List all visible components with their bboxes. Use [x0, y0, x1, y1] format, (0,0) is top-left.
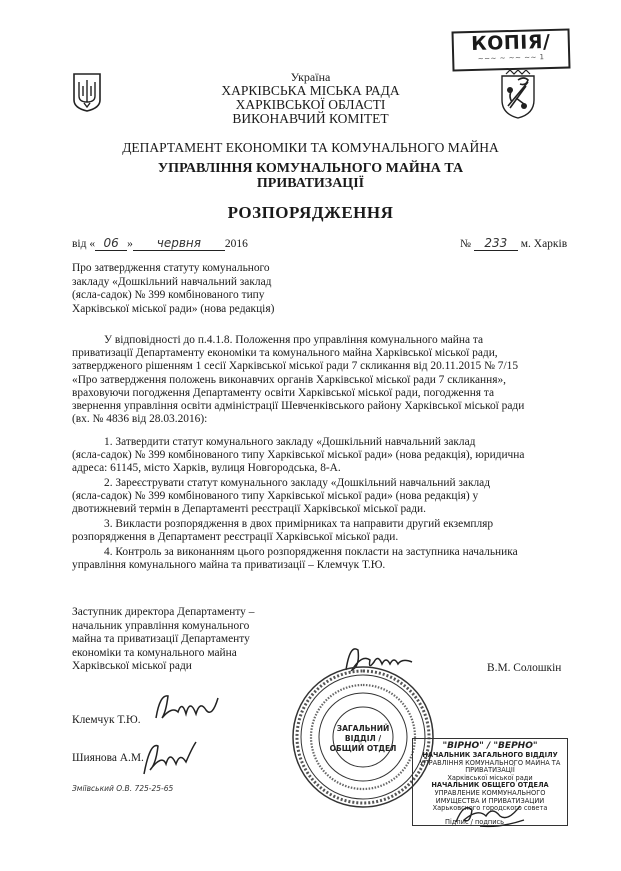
seal-center-line1: ЗАГАЛЬНИЙ — [336, 724, 390, 733]
preamble-line: «Про затвердження положень виконавчих органів Харківської міської ради 7 скликання», — [72, 373, 506, 386]
date-prefix: від « — [72, 238, 96, 250]
header-directorate — [100, 161, 521, 191]
preamble-line: затвердженого рішенням 1 сесії Харківської міської ради 7 скликання від 20.11.2015 № 7/15 — [72, 360, 519, 373]
kharkiv-city-emblem — [498, 70, 538, 120]
seal-center-line3: ОБЩИЙ ОТДЕЛ — [329, 744, 397, 753]
approval-second-signature — [140, 734, 200, 780]
item-4 — [72, 546, 575, 572]
item-line: (ясла-садок) № 399 комбінованого типу Харківської міської ради» (нова редакція), юридична — [72, 449, 525, 462]
date-mid: » — [127, 238, 133, 250]
ukraine-trident-emblem — [72, 72, 102, 112]
verified-stamp-line: Харьковского городского совета — [432, 804, 548, 813]
subject-line: (ясла-садок) № 399 комбінованого типу — [72, 289, 265, 302]
preamble-line: У відповідності до п.4.1.8. Положення про управління комунального майна та — [104, 334, 484, 346]
copy-stamp-text: КОПІЯ/ — [470, 30, 551, 56]
item-line: (ясла-садок) № 399 комбінованого типу Харківської міської ради» (нова редакція) у — [72, 490, 479, 503]
doc-number: 233 — [474, 236, 518, 251]
signatory-name: В.М. Солошкін — [487, 662, 562, 674]
item-line: 1. Затвердити статут комунального закладу «Дошкільний навчальний заклад — [104, 436, 476, 448]
header-department: ДЕПАРТАМЕНТ ЕКОНОМІКИ ТА КОМУНАЛЬНОГО МАЙНА — [122, 140, 499, 155]
subject-line: Харківської міської ради» (нова редакція) — [72, 302, 275, 315]
subject-line: закладу «Дошкільний навчальний заклад — [72, 275, 272, 288]
date-number-line — [72, 236, 572, 252]
doc-number-label: № — [460, 238, 471, 250]
preamble-line: приватизації Департаменту економіки та комунального майна Харківської міської ради, — [72, 347, 498, 360]
item-line: 3. Викласти розпорядження в двох примірниках та направити другий екземпляр — [104, 518, 494, 530]
subject-block — [72, 262, 372, 316]
header-region: ХАРКІВСЬКОЇ ОБЛАСТІ — [235, 97, 386, 112]
copy-stamp-scribble: ~~~ ~ ~~ ~~ 1 — [477, 53, 545, 63]
header-directorate-line1: УПРАВЛІННЯ КОМУНАЛЬНОГО МАЙНА ТА — [157, 161, 464, 176]
verified-stamp-signature-label: Підпис / подпись — [445, 817, 504, 826]
item-line: розпорядження в Департамент реєстрації Харківської міської ради. — [72, 531, 399, 544]
preamble-line: (вх. № 4836 від 28.03.2016): — [72, 413, 208, 426]
preamble-line: враховуючи погодження Департаменту освіти Харківської міської ради, погодження та — [72, 386, 495, 399]
item-3 — [72, 518, 575, 544]
item-line: 4. Контроль за виконанням цього розпорядження покласти на заступника начальника — [104, 546, 518, 558]
signatory-title — [72, 606, 292, 674]
verified-stamp-title: "ВІРНО" / "ВЕРНО" — [442, 741, 538, 751]
header-council: ХАРКІВСЬКА МІСЬКА РАДА — [221, 83, 400, 98]
approval-first-name: Клемчук Т.Ю. — [72, 714, 141, 726]
header-country: Україна — [290, 70, 331, 84]
verified-stamp-line: Харківської міської ради — [447, 773, 533, 782]
signatory-title-line: Харківської міської ради — [72, 660, 192, 673]
seal-center-line2: ВІДДІЛ / — [344, 734, 382, 743]
copy-stamp — [451, 28, 570, 71]
subject-line: Про затвердження статуту комунального — [72, 262, 270, 274]
preamble-line: звернення управління освіти адміністрації Шевченківського району Харківської міської ради — [72, 400, 525, 413]
preamble-block — [72, 334, 575, 426]
verified-stamp-line: УПРАВЛЕНИЕ КОММУНАЛЬНОГО ИМУЩЕСТВА И ПРИВАТИЗАЦИИ — [434, 788, 546, 805]
approval-first-signature — [152, 688, 222, 728]
item-2 — [72, 477, 575, 517]
document-type-title: РОЗПОРЯДЖЕННЯ — [227, 203, 394, 222]
item-1 — [72, 436, 575, 476]
date-day: 06 — [95, 236, 127, 251]
date-year: 2016 — [224, 238, 248, 250]
verified-stamp-line: НАЧАЛЬНИК ЗАГАЛЬНОГО ВІДДІЛУ — [422, 751, 558, 759]
signatory-title-line: економіки та комунального майна — [72, 646, 237, 659]
header-committee: ВИКОНАВЧИЙ КОМІТЕТ — [232, 111, 389, 126]
item-line: двотижневий термін в Департаменті реєстрації Харківської міської ради. — [72, 503, 426, 516]
item-line: управління комунального майна та приватизації – Клемчук Т.Ю. — [72, 559, 386, 572]
date-month: червня — [133, 236, 225, 251]
item-line: 2. Зареєструвати статут комунального закладу «Дошкільний навчальний заклад — [104, 477, 491, 489]
verified-stamp-line: НАЧАЛЬНИК ОБЩЕГО ОТДЕЛА — [431, 781, 549, 790]
signatory-title-line: начальник управління комунального — [72, 619, 250, 632]
header-directorate-line2: ПРИВАТИЗАЦІЇ — [256, 176, 365, 191]
header-block — [150, 70, 471, 126]
doc-city: м. Харків — [520, 238, 568, 250]
signatory-title-line: майна та приватизації Департаменту — [72, 633, 250, 646]
verified-stamp-signature — [450, 798, 530, 832]
item-line: адреса: 61145, місто Харків, вулиця Новгородська, 8-А. — [72, 462, 341, 475]
approval-second-name: Шиянова А.М. — [72, 752, 144, 764]
executor-note: Зміївський О.В. 725-25-65 — [72, 784, 174, 793]
signatory-title-line: Заступник директора Департаменту – — [72, 606, 255, 618]
verified-stamp-line: УПРАВЛІННЯ КОМУНАЛЬНОГО МАЙНА ТА ПРИВАТИЗАЦІЇ — [419, 758, 561, 775]
doc-number-group — [460, 236, 567, 251]
